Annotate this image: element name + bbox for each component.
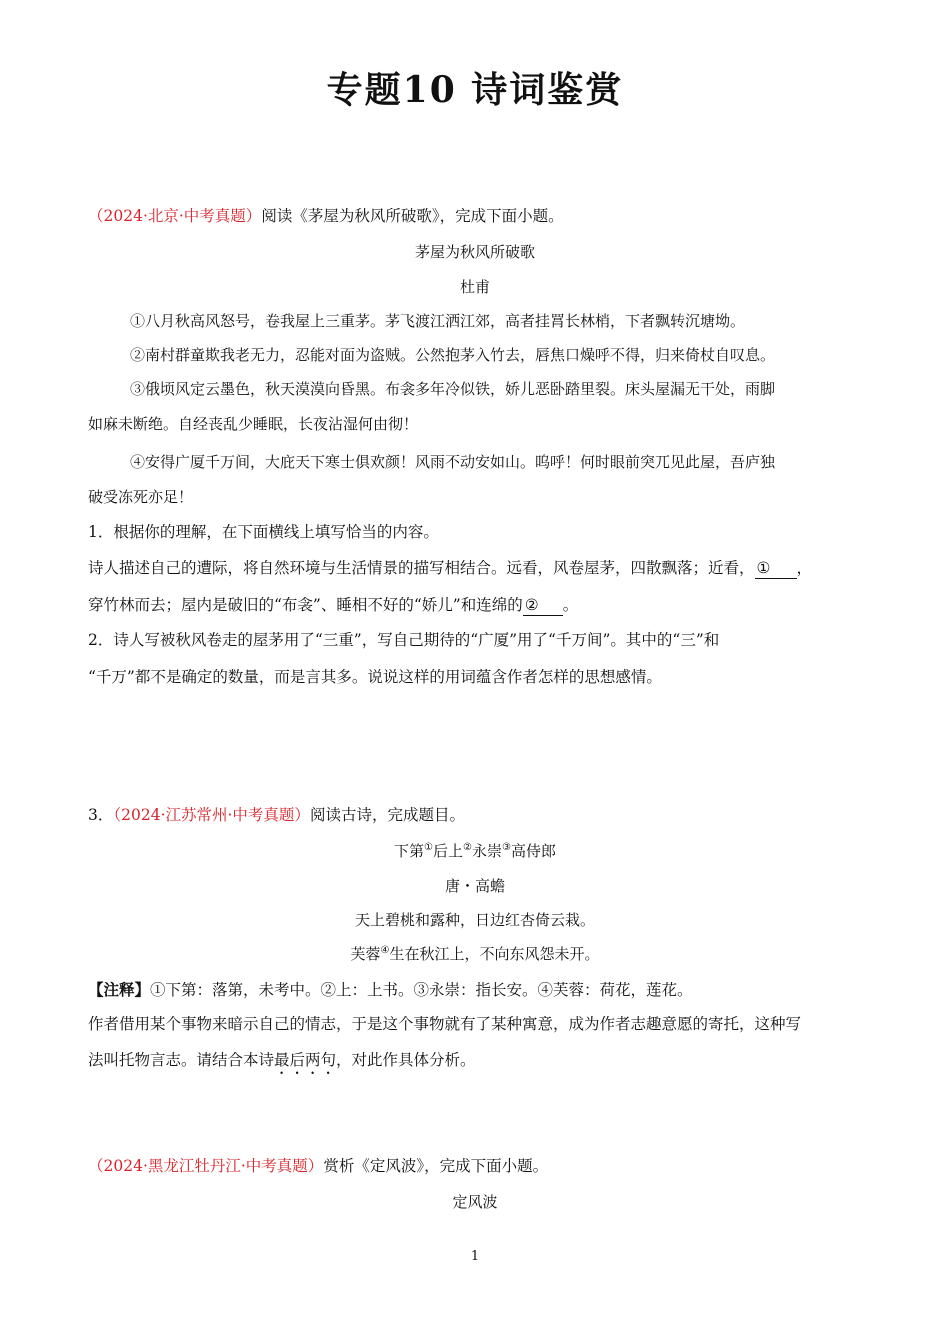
answer-blank-1[interactable]: ①	[755, 558, 797, 579]
answer-blank-2[interactable]: ②	[523, 595, 563, 616]
q1-stanza-1: ①八月秋高风怒号，卷我屋上三重茅。茅飞渡江洒江郊，高者挂罥长林梢，下者飘转沉塘坳。	[130, 312, 746, 330]
q1-stanza-3a: ③俄顷风定云墨色，秋天漠漠向昏黑。布衾多年冷似铁，娇儿恶卧踏里裂。床头屋漏无干处，雨脚	[130, 380, 776, 398]
q1-stanza-4b: 破受冻死亦足！	[88, 488, 194, 506]
q3-source: （2024·江苏常州·中考真题）	[113, 806, 310, 824]
q4-header	[88, 1156, 548, 1176]
footnote-marker: ③	[502, 842, 511, 853]
footnote-marker: ①	[424, 842, 433, 853]
page-title: 专题10 诗词鉴赏	[326, 69, 624, 111]
q1-sub1-line-b: 穿竹林而去；屋内是破旧的“布衾”、睡相不好的“娇儿”和连绵的 ② 。	[88, 596, 579, 614]
q1-source: （2024·北京·中考真题）	[88, 207, 262, 225]
q1-poem-title: 茅屋为秋风所破歌	[414, 243, 535, 261]
q3-number: 3．	[88, 806, 114, 824]
note-label: 【注释】	[88, 980, 151, 999]
q3-notes: 【注释】①下第：落第，未考中。②上：上书。③永崇：指长安。④芙蓉：荷花，莲花。	[88, 980, 693, 999]
q3-poem-line-1: 天上碧桃和露种，日边红杏倚云栽。	[354, 911, 595, 929]
q1-sub2-line-a: 2．诗人写被秋风卷走的屋茅用了“三重”，写自己期待的“广厦”用了“千万间”。其中的“三”和	[88, 631, 720, 649]
q3-poem-author: 唐・高蟾	[444, 877, 505, 895]
q1-sub2-line-b: “千万”都不是确定的数量，而是言其多。说说这样的用词蕴含作者怎样的思想感情。	[88, 668, 662, 686]
q1-stanza-4a: ④安得广厦千万间，大庇天下寒士俱欢颜！风雨不动安如山。呜呼！何时眼前突兀见此屋，吾庐独	[130, 453, 776, 471]
q3-poem-line-2: 芙蓉④生在秋江上，不向东风怨未开。	[350, 945, 600, 963]
q4-source: （2024·黑龙江牡丹江·中考真题）	[88, 1157, 324, 1175]
q3-intro: 阅读古诗，完成题目。	[309, 806, 465, 824]
q1-intro: 阅读《茅屋为秋风所破歌》，完成下面小题。	[261, 207, 564, 225]
q1-sub1-prompt: 1．根据你的理解，在下面横线上填写恰当的内容。	[88, 523, 439, 541]
q3-header	[88, 805, 465, 825]
q4-intro: 赏析《定风波》，完成下面小题。	[323, 1157, 549, 1175]
footnote-marker: ④	[380, 945, 390, 956]
emphasized-text: 最后两句	[274, 1051, 337, 1069]
q3-task-line-a: 作者借用某个事物来暗示自己的情志，于是这个事物就有了某种寓意，成为作者志趣意愿的寄托，这种写	[88, 1015, 802, 1033]
q3-poem-title: 下第①后上②永崇③高侍郎	[394, 842, 556, 860]
page-number: 1	[470, 1249, 480, 1264]
footnote-marker: ②	[463, 842, 472, 853]
q1-stanza-3b: 如麻未断绝。自经丧乱少睡眠，长夜沾湿何由彻！	[88, 415, 419, 433]
q4-poem-title: 定风波	[452, 1193, 498, 1211]
q1-stanza-2: ②南村群童欺我老无力，忍能对面为盗贼。公然抱茅入竹去，唇焦口燥呼不得，归来倚杖自叹息。	[130, 346, 776, 364]
q1-poem-author: 杜甫	[459, 278, 490, 296]
q1-sub1-line-a: 诗人描述自己的遭际，将自然环境与生活情景的描写相结合。远看，风卷屋茅，四散飘落；近看， ① ，	[88, 559, 813, 577]
q3-task-line-b: 法叫托物言志。请结合本诗最后两句，对此作具体分析。	[88, 1051, 476, 1069]
q1-header	[88, 206, 564, 226]
